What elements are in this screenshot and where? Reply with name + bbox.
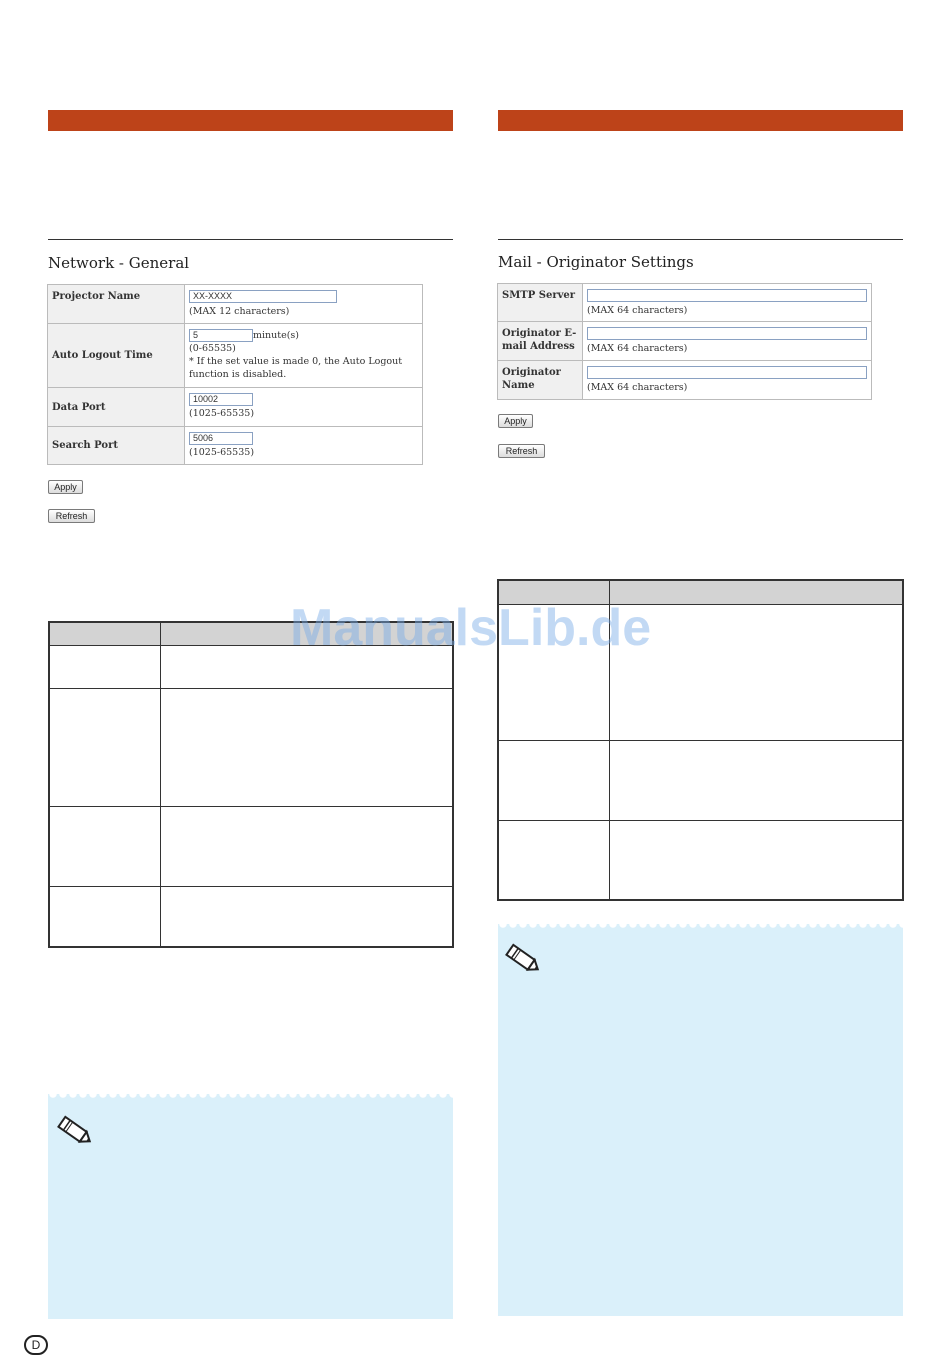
network-apply-button[interactable]: Apply bbox=[48, 480, 83, 494]
smtp-server-label: SMTP Server bbox=[498, 284, 583, 322]
originator-name-input[interactable] bbox=[587, 366, 867, 379]
network-general-title: Network - General bbox=[48, 254, 190, 272]
auto-logout-range: (0-65535) bbox=[189, 343, 236, 354]
originator-name-hint: (MAX 64 characters) bbox=[587, 382, 688, 393]
mail-apply-button[interactable]: Apply bbox=[498, 414, 533, 428]
right-divider bbox=[498, 239, 903, 240]
right-note-box bbox=[498, 924, 903, 1316]
data-port-label: Data Port bbox=[48, 388, 185, 427]
search-port-input[interactable]: 5006 bbox=[189, 432, 253, 445]
search-port-label: Search Port bbox=[48, 427, 185, 465]
left-section-header-bar bbox=[48, 110, 453, 131]
projector-name-hint: (MAX 12 characters) bbox=[189, 306, 290, 317]
network-general-form bbox=[47, 284, 423, 465]
search-port-hint: (1025-65535) bbox=[189, 447, 255, 458]
auto-logout-label: Auto Logout Time bbox=[48, 324, 185, 388]
data-port-hint: (1025-65535) bbox=[189, 408, 255, 419]
mail-originator-title: Mail - Originator Settings bbox=[498, 253, 694, 271]
originator-name-label: Originator Name bbox=[498, 361, 583, 400]
projector-name-label: Projector Name bbox=[48, 285, 185, 324]
originator-email-hint: (MAX 64 characters) bbox=[587, 343, 688, 354]
auto-logout-note: * If the set value is made 0, the Auto Logout function is disabled. bbox=[189, 356, 403, 380]
mail-originator-form bbox=[497, 283, 872, 400]
data-port-input[interactable]: 10002 bbox=[189, 393, 253, 406]
pencil-note-icon bbox=[503, 942, 543, 976]
projector-name-input[interactable]: XX-XXXX bbox=[189, 290, 337, 303]
originator-email-input[interactable] bbox=[587, 327, 867, 340]
originator-email-label: Originator E-mail Address bbox=[498, 322, 583, 361]
auto-logout-unit: minute(s) bbox=[253, 330, 300, 341]
mail-refresh-button[interactable]: Refresh bbox=[498, 444, 545, 458]
network-refresh-button[interactable]: Refresh bbox=[48, 509, 95, 523]
pencil-note-icon bbox=[55, 1114, 95, 1148]
right-section-header-bar bbox=[498, 110, 903, 131]
left-note-box bbox=[48, 1094, 453, 1319]
smtp-server-hint: (MAX 64 characters) bbox=[587, 305, 688, 316]
smtp-server-input[interactable] bbox=[587, 289, 867, 302]
watermark-text: ManualsLib.de bbox=[290, 599, 652, 657]
left-description-table bbox=[48, 621, 454, 948]
language-page-icon: D bbox=[24, 1335, 48, 1355]
auto-logout-input[interactable]: 5 bbox=[189, 329, 253, 342]
left-divider bbox=[48, 239, 453, 240]
